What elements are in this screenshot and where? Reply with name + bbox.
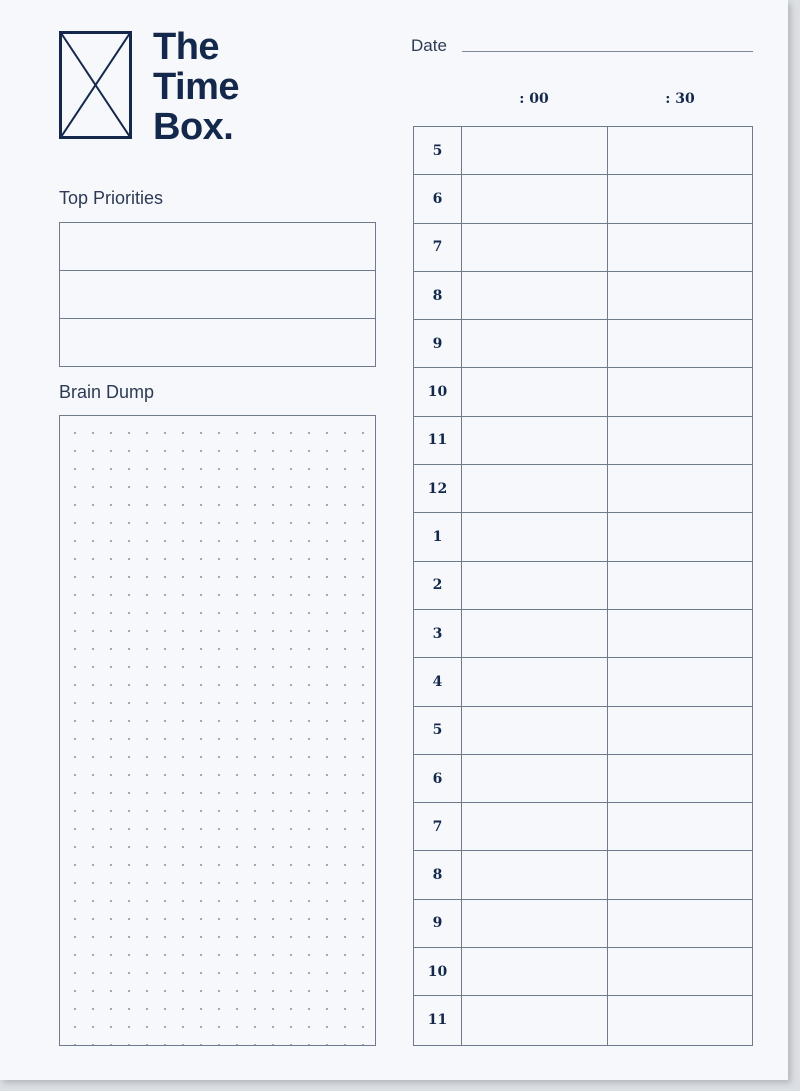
slot-00[interactable]	[462, 610, 608, 657]
logo-line-3: Box.	[153, 106, 234, 148]
schedule-row	[414, 175, 752, 223]
hour-label: 5	[414, 707, 462, 754]
slot-30[interactable]	[608, 707, 753, 754]
slot-00[interactable]	[462, 996, 608, 1044]
brain-dump-label: Brain Dump	[59, 382, 155, 402]
hour-label: 2	[414, 562, 462, 609]
slot-30[interactable]	[608, 948, 753, 995]
hour-label: 7	[414, 803, 462, 850]
slot-30[interactable]	[608, 803, 753, 850]
slot-00[interactable]	[462, 803, 608, 850]
slot-30[interactable]	[608, 996, 753, 1044]
slot-00[interactable]	[462, 755, 608, 802]
hour-label: 11	[414, 996, 462, 1044]
slot-30[interactable]	[608, 851, 753, 898]
schedule-row	[414, 803, 752, 851]
slot-30[interactable]	[608, 224, 753, 271]
top-priorities-label: Top Priorities	[59, 188, 164, 208]
schedule-row	[414, 900, 752, 948]
hour-label: 11	[414, 417, 462, 464]
slot-00[interactable]	[462, 658, 608, 705]
slot-30[interactable]	[608, 127, 753, 174]
slot-30[interactable]	[608, 900, 753, 947]
schedule-row	[414, 996, 752, 1044]
hour-label: 4	[414, 658, 462, 705]
brain-dump-dot-grid[interactable]	[59, 415, 376, 1046]
slot-30[interactable]	[608, 755, 753, 802]
slot-30[interactable]	[608, 175, 753, 222]
schedule-row	[414, 707, 752, 755]
column-header-00: : 00	[519, 91, 549, 107]
slot-00[interactable]	[462, 851, 608, 898]
schedule-row	[414, 658, 752, 706]
slot-00[interactable]	[462, 320, 608, 367]
schedule-row	[414, 465, 752, 513]
schedule-row	[414, 851, 752, 899]
slot-30[interactable]	[608, 417, 753, 464]
slot-30[interactable]	[608, 562, 753, 609]
slot-00[interactable]	[462, 417, 608, 464]
slot-30[interactable]	[608, 610, 753, 657]
logo-line-2: Time	[153, 66, 240, 108]
slot-00[interactable]	[462, 175, 608, 222]
column-header-30: : 30	[665, 91, 695, 107]
hour-label: 6	[414, 755, 462, 802]
hour-label: 1	[414, 513, 462, 560]
schedule-row	[414, 755, 752, 803]
slot-00[interactable]	[462, 127, 608, 174]
slot-00[interactable]	[462, 707, 608, 754]
priority-row[interactable]	[60, 319, 375, 366]
slot-00[interactable]	[462, 900, 608, 947]
slot-30[interactable]	[608, 368, 753, 415]
slot-30[interactable]	[608, 465, 753, 512]
date-field[interactable]	[462, 51, 753, 52]
slot-00[interactable]	[462, 272, 608, 319]
slot-00[interactable]	[462, 224, 608, 271]
priority-row[interactable]	[60, 271, 375, 319]
schedule-row	[414, 610, 752, 658]
hour-label: 9	[414, 320, 462, 367]
slot-30[interactable]	[608, 320, 753, 367]
priority-row[interactable]	[60, 223, 375, 271]
hour-label: 8	[414, 272, 462, 319]
hour-label: 10	[414, 368, 462, 415]
slot-30[interactable]	[608, 658, 753, 705]
schedule-row	[414, 272, 752, 320]
hour-label: 6	[414, 175, 462, 222]
hour-label: 3	[414, 610, 462, 657]
hour-label: 8	[414, 851, 462, 898]
schedule-row	[414, 127, 752, 175]
schedule-row	[414, 513, 752, 561]
schedule-row	[414, 562, 752, 610]
slot-30[interactable]	[608, 513, 753, 560]
schedule-row	[414, 417, 752, 465]
hour-label: 9	[414, 900, 462, 947]
hourly-schedule	[413, 126, 753, 1046]
slot-30[interactable]	[608, 272, 753, 319]
schedule-row	[414, 368, 752, 416]
slot-00[interactable]	[462, 562, 608, 609]
schedule-row	[414, 224, 752, 272]
date-label: Date	[411, 36, 447, 55]
schedule-row	[414, 948, 752, 996]
schedule-row	[414, 320, 752, 368]
hour-label: 5	[414, 127, 462, 174]
hour-label: 10	[414, 948, 462, 995]
slot-00[interactable]	[462, 513, 608, 560]
slot-00[interactable]	[462, 465, 608, 512]
slot-00[interactable]	[462, 948, 608, 995]
hour-label: 7	[414, 224, 462, 271]
top-priorities-box	[59, 222, 376, 367]
envelope-x-box-icon	[59, 31, 132, 139]
slot-00[interactable]	[462, 368, 608, 415]
hour-label: 12	[414, 465, 462, 512]
logo-title	[153, 27, 239, 147]
logo-line-1: The	[153, 26, 220, 68]
